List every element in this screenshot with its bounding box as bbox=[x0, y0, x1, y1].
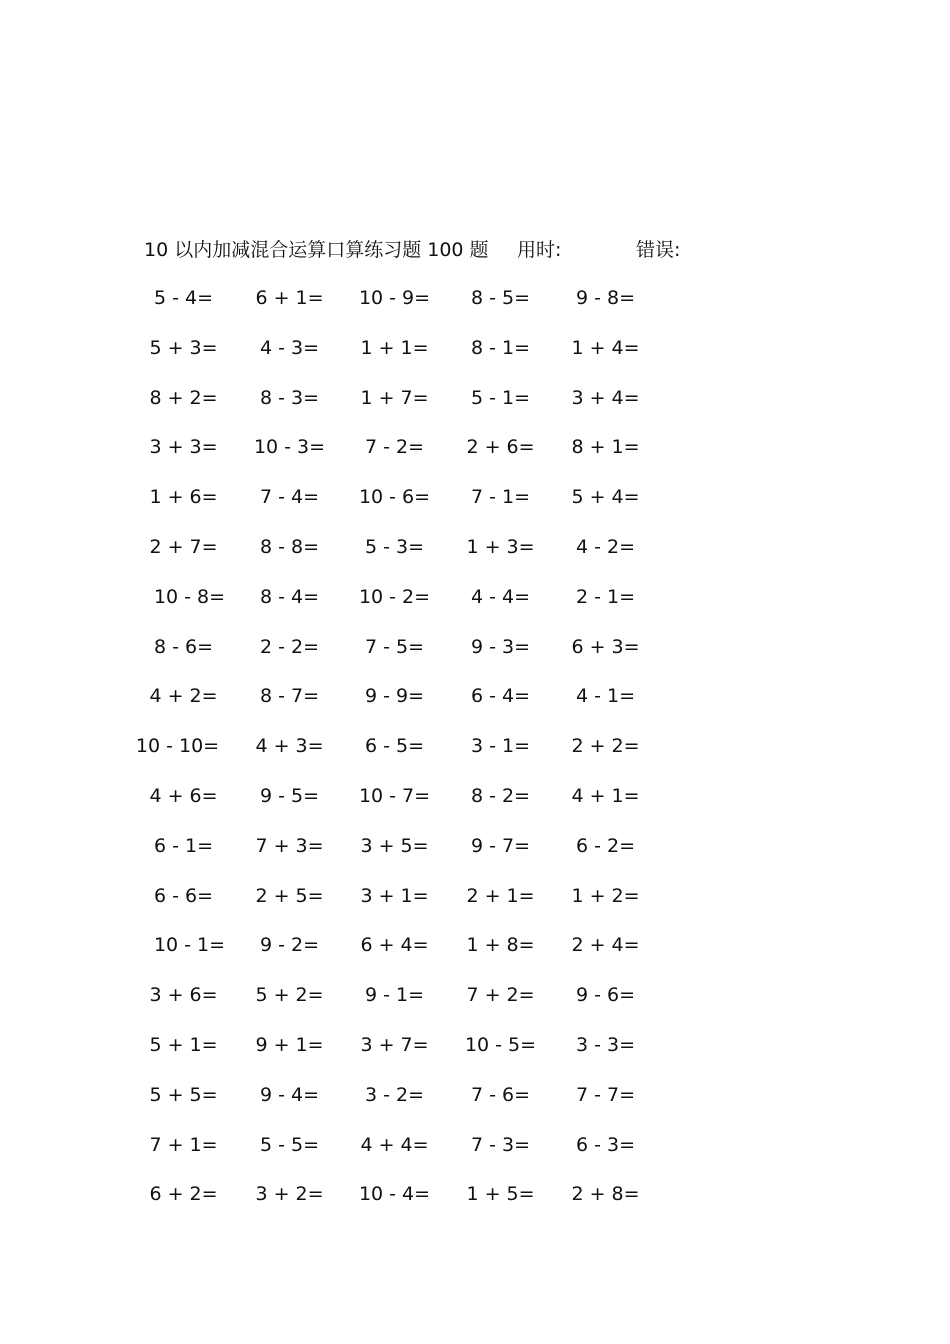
problem-cell: 10 - 5= bbox=[464, 1033, 537, 1056]
problem-cell: 4 + 3= bbox=[255, 735, 324, 758]
problem-cell: 7 + 1= bbox=[149, 1133, 218, 1156]
problem-cell: 4 + 2= bbox=[149, 685, 218, 708]
problem-cell: 6 + 1= bbox=[255, 287, 324, 309]
problem-cell: 7 - 6= bbox=[470, 1083, 531, 1106]
problem-cell: 3 + 3= bbox=[149, 436, 218, 459]
problem-row bbox=[140, 383, 680, 433]
problem-row bbox=[140, 582, 680, 632]
problem-cell: 10 - 6= bbox=[358, 486, 431, 509]
problem-cell: 9 - 4= bbox=[259, 1083, 320, 1106]
problem-cell: 1 + 2= bbox=[571, 884, 640, 907]
problem-cell: 6 + 3= bbox=[571, 635, 640, 658]
problem-cell: 2 + 2= bbox=[571, 735, 640, 758]
problem-grid bbox=[135, 283, 680, 1229]
problem-cell: 7 - 3= bbox=[470, 1133, 531, 1156]
problem-cell: 9 + 1= bbox=[255, 1033, 324, 1056]
problem-cell: 3 + 5= bbox=[360, 834, 429, 857]
problem-cell: 8 - 7= bbox=[259, 685, 320, 708]
problem-cell: 4 + 6= bbox=[149, 784, 218, 807]
worksheet-title: 10 以内加减混合运算口算练习题 100 题 bbox=[144, 239, 489, 261]
problem-cell: 7 + 3= bbox=[255, 834, 324, 857]
problem-cell: 1 + 7= bbox=[360, 386, 429, 409]
problem-cell: 3 + 6= bbox=[149, 984, 218, 1007]
problem-cell: 6 + 4= bbox=[360, 934, 429, 957]
problem-row bbox=[140, 681, 680, 731]
problem-cell: 6 - 4= bbox=[470, 685, 531, 708]
problem-cell: 5 + 5= bbox=[149, 1083, 218, 1106]
problem-cell: 6 - 1= bbox=[153, 834, 214, 857]
problem-cell: 1 + 5= bbox=[466, 1183, 535, 1206]
problem-cell: 9 - 7= bbox=[470, 834, 531, 857]
problem-cell: 5 - 5= bbox=[259, 1133, 320, 1156]
problem-cell: 5 - 3= bbox=[364, 535, 425, 558]
problem-row bbox=[140, 432, 680, 482]
problem-cell: 2 + 7= bbox=[149, 535, 218, 558]
problem-cell: 7 - 5= bbox=[364, 635, 425, 658]
problem-row bbox=[135, 731, 680, 781]
problem-cell: 9 - 6= bbox=[575, 984, 636, 1007]
problem-row bbox=[140, 532, 680, 582]
problem-cell: 2 + 1= bbox=[466, 884, 535, 907]
problem-cell: 10 - 7= bbox=[358, 784, 431, 807]
problem-cell: 9 - 5= bbox=[259, 784, 320, 807]
problem-cell: 5 - 1= bbox=[470, 386, 531, 409]
problem-cell: 3 - 1= bbox=[470, 735, 531, 758]
problem-cell: 5 + 4= bbox=[571, 486, 640, 509]
problem-cell: 5 + 3= bbox=[149, 336, 218, 359]
problem-cell: 1 + 8= bbox=[466, 934, 535, 957]
problem-row bbox=[140, 1030, 680, 1080]
problem-cell: 8 - 3= bbox=[259, 386, 320, 409]
problem-cell: 8 - 6= bbox=[153, 635, 214, 658]
problem-cell: 5 + 2= bbox=[255, 984, 324, 1007]
problem-cell: 2 - 2= bbox=[259, 635, 320, 658]
problem-cell: 4 + 1= bbox=[571, 784, 640, 807]
problem-cell: 3 + 2= bbox=[255, 1183, 324, 1206]
problem-cell: 8 - 5= bbox=[470, 287, 531, 309]
problem-cell: 6 - 6= bbox=[153, 884, 214, 907]
problem-cell: 4 - 4= bbox=[470, 585, 531, 608]
error-count-label: 错误: bbox=[636, 239, 681, 261]
problem-cell: 8 - 8= bbox=[259, 535, 320, 558]
problem-cell: 1 + 3= bbox=[466, 535, 535, 558]
problem-cell: 9 - 8= bbox=[575, 287, 636, 309]
problem-cell: 4 - 3= bbox=[259, 336, 320, 359]
problem-cell: 4 - 1= bbox=[575, 685, 636, 708]
problem-cell: 3 + 7= bbox=[360, 1033, 429, 1056]
problem-cell: 6 - 2= bbox=[575, 834, 636, 857]
problem-row bbox=[140, 930, 680, 980]
problem-cell: 8 - 4= bbox=[259, 585, 320, 608]
problem-cell: 3 - 2= bbox=[364, 1083, 425, 1106]
problem-cell: 9 - 9= bbox=[364, 685, 425, 708]
problem-cell: 10 - 4= bbox=[358, 1183, 431, 1206]
problem-cell: 3 + 1= bbox=[360, 884, 429, 907]
problem-row bbox=[140, 1130, 680, 1180]
problem-cell: 1 + 1= bbox=[360, 336, 429, 359]
problem-cell: 3 - 3= bbox=[575, 1033, 636, 1056]
problem-cell: 2 + 6= bbox=[466, 436, 535, 459]
problem-cell: 3 + 4= bbox=[571, 386, 640, 409]
problem-row bbox=[140, 482, 680, 532]
problem-cell: 10 - 1= bbox=[153, 934, 226, 957]
problem-cell: 4 + 4= bbox=[360, 1133, 429, 1156]
problem-cell: 10 - 10= bbox=[135, 735, 220, 758]
problem-cell: 1 + 6= bbox=[149, 486, 218, 509]
problem-cell: 2 + 5= bbox=[255, 884, 324, 907]
problem-cell: 2 + 8= bbox=[571, 1183, 640, 1206]
problem-cell: 1 + 4= bbox=[571, 336, 640, 359]
problem-cell: 10 - 3= bbox=[253, 436, 326, 459]
problem-row bbox=[140, 781, 680, 831]
problem-cell: 9 - 2= bbox=[259, 934, 320, 957]
problem-cell: 7 + 2= bbox=[466, 984, 535, 1007]
problem-row bbox=[140, 831, 680, 881]
problem-cell: 8 - 1= bbox=[470, 336, 531, 359]
problem-cell: 2 - 1= bbox=[575, 585, 636, 608]
problem-cell: 10 - 9= bbox=[358, 287, 431, 309]
problem-row bbox=[140, 881, 680, 931]
problem-row bbox=[140, 1080, 680, 1130]
problem-cell: 8 + 2= bbox=[149, 386, 218, 409]
problem-row bbox=[140, 632, 680, 682]
problem-cell: 9 - 1= bbox=[364, 984, 425, 1007]
problem-cell: 6 - 5= bbox=[364, 735, 425, 758]
problem-cell: 5 + 1= bbox=[149, 1033, 218, 1056]
problem-cell: 2 + 4= bbox=[571, 934, 640, 957]
problem-row bbox=[140, 980, 680, 1030]
problem-cell: 10 - 8= bbox=[153, 585, 226, 608]
problem-cell: 9 - 3= bbox=[470, 635, 531, 658]
problem-cell: 5 - 4= bbox=[153, 287, 214, 309]
problem-cell: 8 - 2= bbox=[470, 784, 531, 807]
problem-cell: 7 - 1= bbox=[470, 486, 531, 509]
problem-cell: 7 - 4= bbox=[259, 486, 320, 509]
time-used-label: 用时: bbox=[517, 239, 562, 261]
problem-row bbox=[140, 1179, 680, 1229]
problem-cell: 4 - 2= bbox=[575, 535, 636, 558]
problem-row bbox=[140, 333, 680, 383]
problem-cell: 6 + 2= bbox=[149, 1183, 218, 1206]
problem-cell: 6 - 3= bbox=[575, 1133, 636, 1156]
problem-cell: 10 - 2= bbox=[358, 585, 431, 608]
problem-row bbox=[140, 283, 680, 333]
problem-cell: 7 - 2= bbox=[364, 436, 425, 459]
problem-cell: 7 - 7= bbox=[575, 1083, 636, 1106]
problem-cell: 8 + 1= bbox=[571, 436, 640, 459]
